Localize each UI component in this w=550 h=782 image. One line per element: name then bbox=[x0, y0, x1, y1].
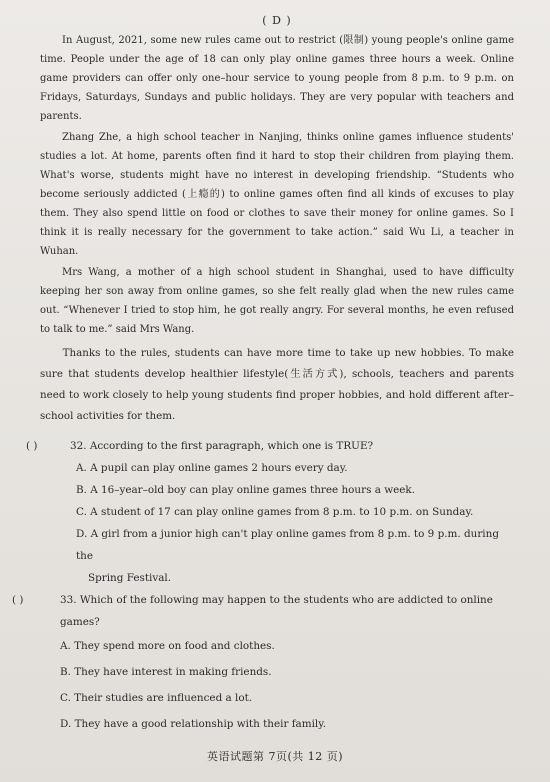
question-33 bbox=[12, 589, 514, 737]
answer-blank-33[interactable]: ( ) bbox=[12, 594, 24, 606]
question-33-option-d: D. They have a good relationship with their family. bbox=[60, 718, 327, 730]
question-33-text: 33. Which of the following may happen to the students who are addicted to online games? bbox=[60, 594, 493, 628]
page-footer: 英语试题第 7页(共 12 页) bbox=[206, 750, 344, 763]
question-33-option-c: C. Their studies are influenced a lot. bbox=[60, 692, 253, 704]
question-32-option-d: D. A girl from a junior high can't play online games from 8 p.m. to 9 p.m. during the bbox=[76, 528, 499, 562]
answer-blank-32[interactable]: ( ) bbox=[26, 440, 38, 452]
question-33-stem bbox=[12, 589, 514, 633]
section-label: ( D ) bbox=[262, 14, 292, 27]
passage-paragraph-3: Mrs Wang, a mother of a high school student in Shanghai, used to have difficulty keeping her son away from online games, so she felt really glad when the new rules came out. “Whenever I tried to stop him, he got really angry. For several months, he even refused to talk to me.” said Mrs Wang. bbox=[40, 267, 514, 335]
question-32-option-a: A. A pupil can play online games 2 hours every day. bbox=[76, 462, 348, 474]
question-32-text: 32. According to the first paragraph, which one is TRUE? bbox=[70, 440, 374, 452]
question-33-option-b: B. They have interest in making friends. bbox=[60, 666, 272, 678]
reading-passage bbox=[40, 31, 514, 427]
questions-section bbox=[12, 435, 514, 737]
passage-paragraph-1: In August, 2021, some new rules came out to restrict (限制) young people's online game time. People under the age of 18 can only play online games three hours a week. Online game providers can offer only one–hour service to young people from 8 p.m. to 9 p.m. on Fridays, Saturdays, Sundays and public holidays. They are very popular with teachers and parents. bbox=[40, 35, 514, 122]
question-32-option-b: B. A 16–year–old boy can play online games three hours a week. bbox=[76, 484, 415, 496]
question-32 bbox=[26, 435, 514, 589]
question-32-stem bbox=[26, 435, 514, 457]
passage-paragraph-4: Thanks to the rules, students can have more time to take up new hobbies. To make sure that students develop healthier lifestyle(生活方式), schools, teachers and parents need to work closely to help young students find proper hobbies, and hold different after–school activities for them. bbox=[40, 347, 514, 422]
passage-paragraph-2: Zhang Zhe, a high school teacher in Nanjing, thinks online games influence students' studies a lot. At home, parents often find it hard to stop their children from playing them. What's worse, students might have no interest in developing friendship. “Students who become seriously addicted (上瘾的) to online games often find all kinds of excuses to play them. They also spend little on food or clothes to save their money for online games. So I think it is really necessary for the government to take action.” said Wu Li, a teacher in Wuhan. bbox=[40, 132, 514, 257]
question-33-option-a: A. They spend more on food and clothes. bbox=[60, 640, 275, 652]
question-32-option-c: C. A student of 17 can play online games from 8 p.m. to 10 p.m. on Sunday. bbox=[76, 506, 474, 518]
question-32-option-d-continued: Spring Festival. bbox=[88, 572, 172, 584]
